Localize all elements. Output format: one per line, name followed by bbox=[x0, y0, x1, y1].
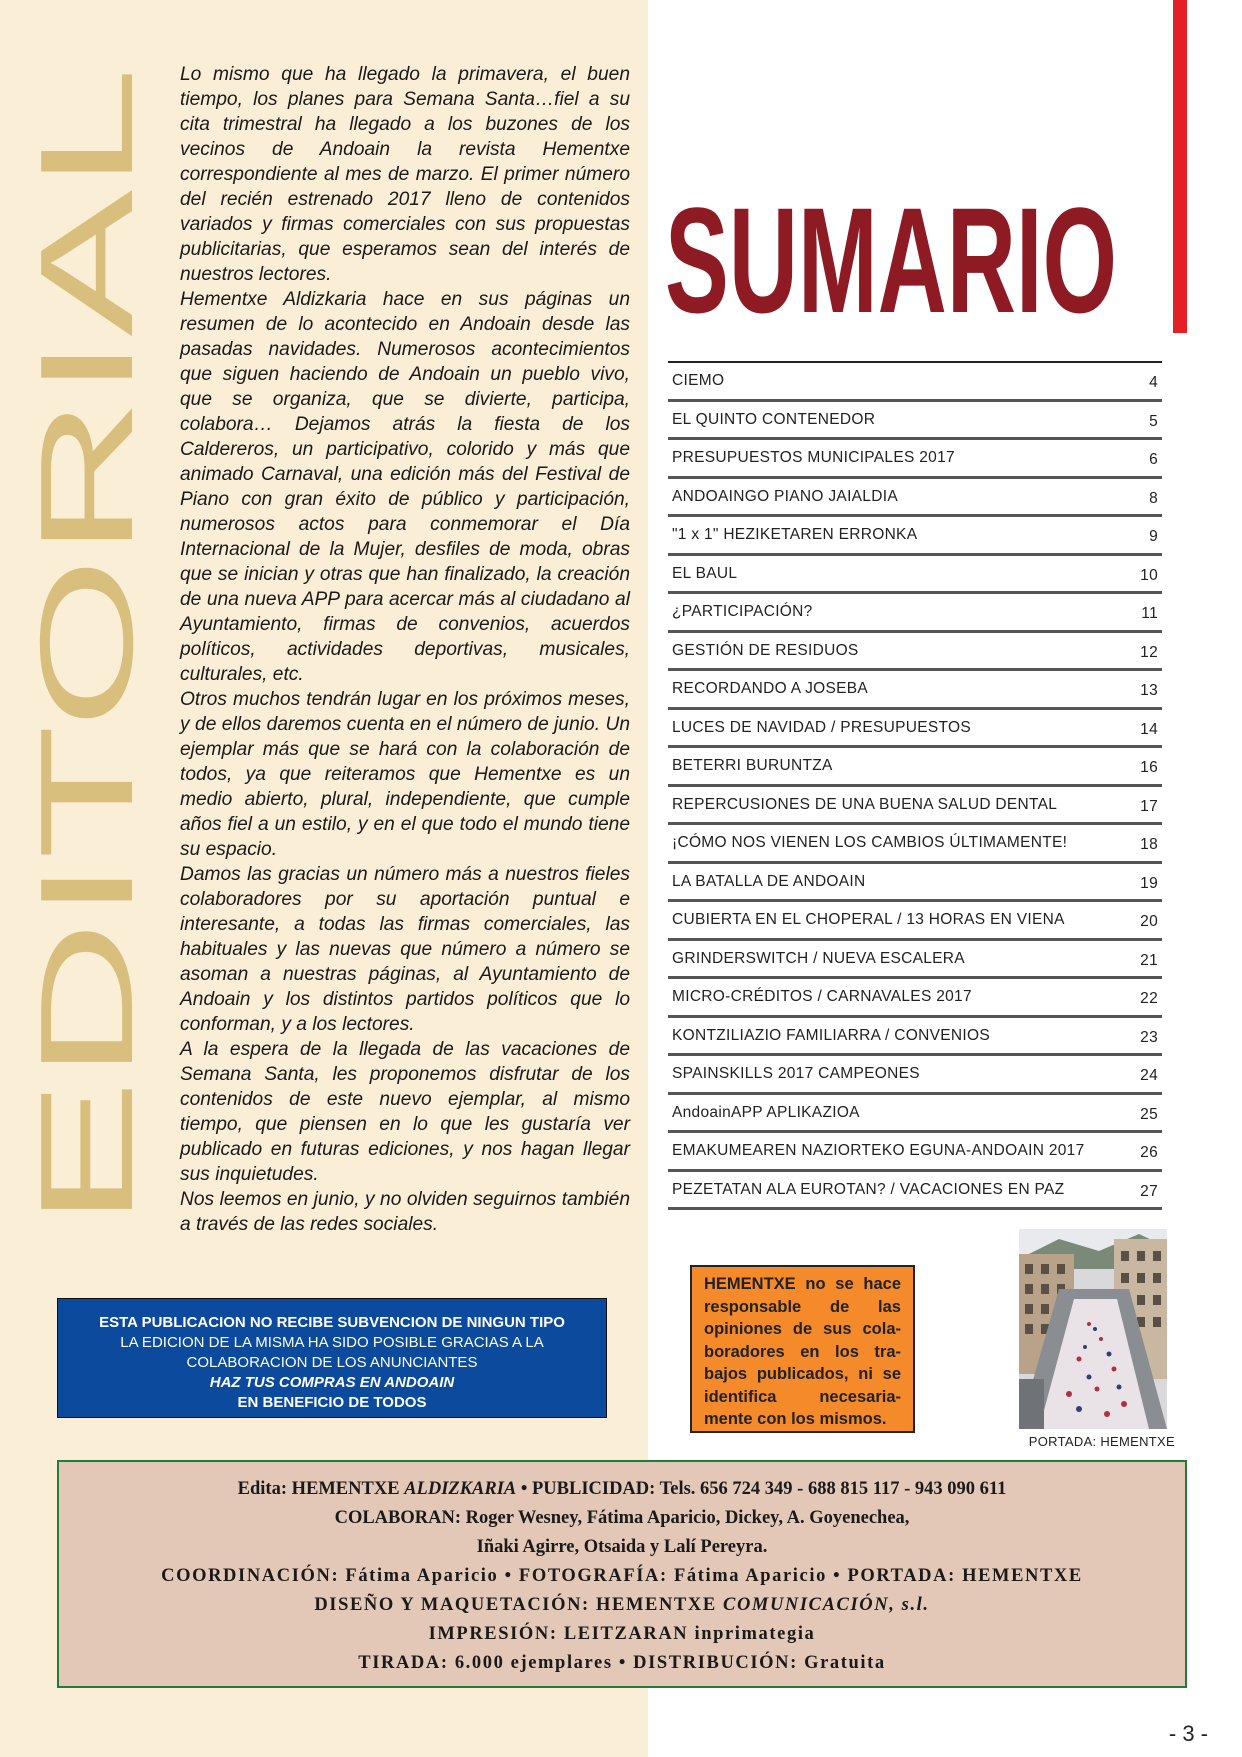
toc-title: ANDOAINGO PIANO JAIALDIA bbox=[672, 487, 898, 505]
toc-title: KONTZILIAZIO FAMILIARRA / CONVENIOS bbox=[672, 1026, 990, 1044]
toc-row[interactable] bbox=[668, 748, 1162, 787]
toc-title: AndoainAPP APLIKAZIOA bbox=[672, 1103, 860, 1121]
toc-page: 23 bbox=[1140, 1028, 1158, 1046]
toc-row[interactable] bbox=[668, 1133, 1162, 1172]
sumario-table-of-contents bbox=[668, 361, 1162, 1210]
credits-line-5 bbox=[59, 1591, 1185, 1620]
toc-title: PEZETATAN ALA EUROTAN? / VACACIONES EN PAZ bbox=[672, 1180, 1065, 1198]
toc-page: 16 bbox=[1140, 759, 1158, 776]
toc-title: ¡CÓMO NOS VIENEN LOS CAMBIOS ÚLTIMAMENTE! bbox=[672, 834, 1068, 851]
toc-page: 13 bbox=[1140, 682, 1158, 699]
editorial-paragraph-3: Otros muchos tendrán lugar en los próximos meses, y de ellos daremos cuenta en el número de junio. Un ejemplar más que se hará con la colaboración de todos, ya que reiteramos que Hementxe es un medio abierto, plural, independiente, que cumple años fiel a un estilo, y en el que todo el mundo tiene su espacio. bbox=[180, 689, 630, 860]
toc-page: 18 bbox=[1140, 836, 1158, 853]
toc-row[interactable] bbox=[668, 1172, 1162, 1211]
credits-publicidad: • PUBLICIDAD: Tels. 656 724 349 - 688 815 117 - 943 090 611 bbox=[516, 1479, 1007, 1499]
notice-line-1: ESTA PUBLICACION NO RECIBE SUBVENCION DE NINGUN TIPO bbox=[99, 1314, 565, 1331]
cover-photo-caption: PORTADA: HEMENTXE bbox=[1028, 1434, 1175, 1449]
toc-page: 27 bbox=[1140, 1182, 1158, 1200]
toc-page: 25 bbox=[1140, 1105, 1158, 1123]
responsibility-disclaimer bbox=[690, 1265, 915, 1433]
toc-page: 21 bbox=[1140, 951, 1158, 969]
toc-row[interactable] bbox=[668, 825, 1162, 864]
toc-row[interactable] bbox=[668, 671, 1162, 710]
toc-page: 20 bbox=[1140, 913, 1158, 930]
toc-page: 5 bbox=[1149, 412, 1158, 430]
sumario-title-text: SUMARIO bbox=[665, 176, 1117, 344]
toc-row[interactable] bbox=[668, 787, 1162, 826]
toc-row[interactable] bbox=[668, 1095, 1162, 1134]
credits-line-3: Iñaki Agirre, Otsaida y Lalí Pereyra. bbox=[476, 1537, 768, 1557]
editorial-paragraph-2: Hementxe Aldizkaria hace en sus páginas un resumen de lo acontecido en Andoain desde las pasadas navidades. Numerosos acontecimientos que siguen haciendo de Andoain un pueblo vivo, que se organiza, que se divierte, participa, colabora… Dejamos atrás la fiesta de los Caldereros, un participativo, colorido y más que animado Carnaval, una edición más del Festival de Piano con gran éxito de público y participación, numerosos actos para conmemorar el Día Internacional de la Mujer, desfiles de moda, obras que se inician y otras que han finalizado, la creación de una nueva APP para acercar más al ciudadano al Ayuntamiento, firmas de convenios, acuerdos políticos, actividades deportivas, musicales, culturales, etc. bbox=[180, 289, 630, 685]
credits-diseno: DISEÑO Y MAQUETACIÓN: HEMENTXE bbox=[314, 1595, 723, 1615]
toc-row[interactable] bbox=[668, 479, 1162, 518]
toc-title: RECORDANDO A JOSEBA bbox=[672, 680, 869, 697]
toc-row[interactable] bbox=[668, 517, 1162, 556]
editorial-paragraph-1: Lo mismo que ha llegado la primavera, el buen tiempo, los planes para Semana Santa…fiel a su cita trimestral ha llegado a los buzones de los vecinos de Andoain la revista Hementxe correspondiente al mes de marzo. El primer número del recién estrenado 2017 lleno de contenidos variados y firmas comerciales con sus propuestas publicitarias, que esperamos sean del interés de nuestros lectores. bbox=[180, 64, 630, 285]
toc-row[interactable] bbox=[668, 556, 1162, 595]
toc-title: "1 x 1" HEZIKETAREN ERRONKA bbox=[672, 526, 918, 543]
red-accent-bar bbox=[1173, 0, 1187, 333]
credits-aldizkaria: ALDIZKARIA bbox=[404, 1479, 517, 1499]
disclaimer-line-4: boradores en los tra- bbox=[704, 1342, 901, 1361]
toc-page: 24 bbox=[1140, 1067, 1158, 1084]
disclaimer-line-7: mente con los mismos. bbox=[704, 1410, 887, 1428]
toc-title: EMAKUMEAREN NAZIORTEKO EGUNA-ANDOAIN 2017 bbox=[672, 1142, 1085, 1159]
editorial-body bbox=[180, 62, 630, 1237]
toc-page: 9 bbox=[1149, 528, 1158, 545]
toc-title: REPERCUSIONES DE UNA BUENA SALUD DENTAL bbox=[672, 795, 1058, 813]
toc-title: CIEMO bbox=[672, 372, 725, 389]
toc-page: 22 bbox=[1140, 990, 1158, 1007]
credits-line-2: COLABORAN: Roger Wesney, Fátima Aparicio, Dickey, A. Goyenechea, bbox=[334, 1508, 910, 1528]
toc-title: BETERRI BURUNTZA bbox=[672, 757, 833, 774]
disclaimer-line-6: identifica necesaria- bbox=[704, 1387, 901, 1406]
toc-title: LA BATALLA DE ANDOAIN bbox=[672, 872, 866, 890]
toc-page: 11 bbox=[1141, 605, 1158, 622]
credits-line-4: COORDINACIÓN: Fátima Aparicio • FOTOGRAFÍA: Fátima Aparicio • PORTADA: HEMENTXE bbox=[161, 1566, 1083, 1586]
editorial-paragraph-4: Damos las gracias un número más a nuestros fieles colaboradores por su aportación puntual e interesante, a todas las firmas comerciales, las habituales y las nuevas que número a número se asoman a nuestras páginas, al Ayuntamiento de Andoain y los distintos partidos políticos que lo conforman, y a los lectores. bbox=[180, 864, 630, 1035]
disclaimer-line-2: responsable de las bbox=[704, 1297, 901, 1316]
toc-row[interactable] bbox=[668, 979, 1162, 1018]
disclaimer-line-1: no se hace bbox=[795, 1275, 901, 1293]
toc-page: 10 bbox=[1140, 566, 1158, 584]
toc-row[interactable] bbox=[668, 594, 1162, 633]
toc-title: CUBIERTA EN EL CHOPERAL / 13 HORAS EN VIENA bbox=[672, 911, 1065, 928]
notice-line-4: HAZ TUS COMPRAS EN ANDOAIN bbox=[209, 1374, 455, 1391]
toc-title: SPAINSKILLS 2017 CAMPEONES bbox=[672, 1065, 920, 1082]
editorial-paragraph-6: Nos leemos en junio, y no olviden seguirnos también a través de las redes sociales. bbox=[180, 1189, 630, 1235]
toc-row[interactable] bbox=[668, 941, 1162, 980]
notice-line-3: COLABORACION DE LOS ANUNCIANTES bbox=[186, 1354, 478, 1371]
toc-page: 17 bbox=[1140, 797, 1158, 815]
toc-title: GRINDERSWITCH / NUEVA ESCALERA bbox=[672, 949, 965, 967]
editorial-vertical-title bbox=[13, 62, 160, 1232]
toc-page: 8 bbox=[1149, 489, 1158, 507]
credits-edita: Edita: HEMENTXE bbox=[237, 1479, 405, 1499]
toc-row[interactable] bbox=[668, 1018, 1162, 1057]
credits-comunicacion: COMUNICACIÓN, s.l. bbox=[723, 1595, 930, 1615]
credits-line-1 bbox=[59, 1475, 1185, 1504]
credits-box bbox=[57, 1460, 1187, 1688]
toc-page: 26 bbox=[1140, 1144, 1158, 1161]
cover-photo bbox=[1019, 1229, 1167, 1429]
toc-title: MICRO-CRÉDITOS / CARNAVALES 2017 bbox=[672, 988, 972, 1005]
toc-page: 19 bbox=[1140, 874, 1158, 892]
toc-row[interactable] bbox=[668, 1056, 1162, 1095]
toc-page: 4 bbox=[1149, 374, 1158, 391]
toc-page: 12 bbox=[1140, 643, 1158, 661]
sumario-heading bbox=[661, 162, 1121, 344]
toc-title: EL QUINTO CONTENEDOR bbox=[672, 410, 876, 428]
toc-title: LUCES DE NAVIDAD / PRESUPUESTOS bbox=[672, 718, 971, 736]
toc-title: ¿PARTICIPACIÓN? bbox=[672, 603, 813, 620]
toc-page: 14 bbox=[1140, 720, 1158, 738]
toc-row[interactable] bbox=[668, 902, 1162, 941]
page-number: - 3 - bbox=[1168, 1721, 1208, 1746]
notice-line-5: EN BENEFICIO DE TODOS bbox=[237, 1394, 427, 1411]
toc-row[interactable] bbox=[668, 864, 1162, 903]
toc-title: EL BAUL bbox=[672, 564, 738, 582]
credits-line-6: IMPRESIÓN: LEITZARAN inprimategia bbox=[428, 1624, 816, 1644]
toc-row[interactable] bbox=[668, 710, 1162, 749]
editorial-paragraph-5: A la espera de la llegada de las vacaciones de Semana Santa, les proponemos disfrutar de los contenidos de este nuevo ejemplar, al mismo tiempo, que piensen en lo que les gustaría ver publicado en futuras ediciones, y nos hagan llegar sus inquietudes. bbox=[180, 1039, 630, 1185]
toc-page: 6 bbox=[1149, 451, 1158, 468]
toc-row[interactable] bbox=[668, 633, 1162, 672]
toc-row[interactable] bbox=[668, 402, 1162, 441]
editorial-title-text: EDITORIAL bbox=[13, 532, 160, 1227]
toc-title: GESTIÓN DE RESIDUOS bbox=[672, 641, 859, 659]
disclaimer-brand: HEMENTXE bbox=[704, 1275, 796, 1293]
toc-row[interactable] bbox=[668, 363, 1162, 402]
disclaimer-line-3: opiniones de sus cola- bbox=[704, 1320, 901, 1338]
disclaimer-line-5: bajos publicados, ni se bbox=[704, 1365, 901, 1383]
no-subsidy-notice bbox=[57, 1298, 607, 1418]
toc-title: PRESUPUESTOS MUNICIPALES 2017 bbox=[672, 449, 955, 466]
credits-line-7: TIRADA: 6.000 ejemplares • DISTRIBUCIÓN: Gratuita bbox=[358, 1653, 886, 1673]
toc-row[interactable] bbox=[668, 440, 1162, 479]
notice-line-2: LA EDICION DE LA MISMA HA SIDO POSIBLE GRACIAS A LA bbox=[120, 1334, 544, 1351]
